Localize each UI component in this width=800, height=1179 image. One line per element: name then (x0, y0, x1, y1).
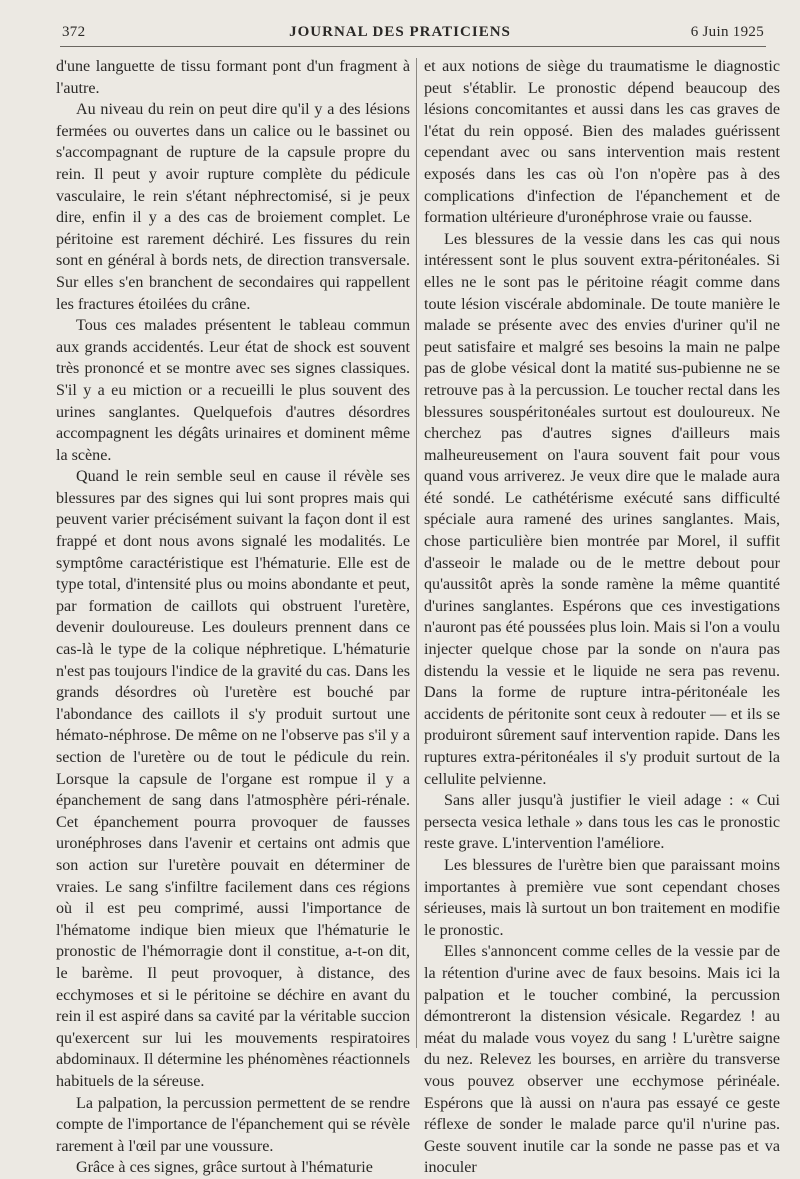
paragraph: Sans aller jusqu'à justifier le vieil adage : « Cui persecta vesica lethale » dans tous les cas le pronostic reste grave. L'intervention l'améliore. (424, 792, 780, 853)
paragraph: Tous ces malades présentent le tableau commun aux grands accidentés. Leur état de shock est souvent très prononcé et se montre avec ses signes classiques. S'il y a eu miction or a recueilli le plus souvent des urines sanglantes. Quelquefois d'autres désordres accompagnent les dégâts urinaires et dominent même la scène. (56, 317, 410, 464)
issue-date: 6 Juin 1925 (690, 24, 764, 40)
paragraph: La palpation, la percussion permettent de se rendre compte de l'importance de l'épanchement qui se révèle rarement à l'œil par une voussure. (56, 1094, 410, 1155)
page-number: 372 (62, 24, 86, 40)
left-column (56, 56, 410, 1177)
paragraph: Les blessures de la vessie dans les cas qui nous intéressent sont le plus souvent extra-péritonéales. Si elles ne le sont pas le péritoine réagit comme dans toute lésion viscérale abdominale. De toute manière le malade se présente avec des envies d'uriner qu'il ne peut satisfaire et malgré ses besoins la main ne palpe pas de globe vésical dont la matité sus-pubienne ne se retrouve pas à la percussion. Le toucher rectal dans les blessures souspéritonéales surtout est douloureux. Ne cherchez pas d'autres signes d'ailleurs mais malheureusement on l'aura souvent fait pour vous quand vous arriverez. Je veux dire que le malade aura été sondé. Le cathétérisme exécuté sans difficulté spéciale aura ramené des urines sanglantes. Mais, chose particulière bien montrée par Morel, il suffit d'asseoir le malade ou de le mettre debout pour qu'aussitôt après la sonde ramène la même quantité d'urines sanglantes. Espérons que ces investigations n'auront pas été poussées plus loin. Mais si l'on a voulu injecter quelque chose par la sonde on n'aura pas distendu la vessie et le liquide ne sera pas revenu. Dans la forme de rupture intra-péritonéale les accidents de péritonite sont ceux à redouter — et ils se produiront sûrement sauf intervention rapide. Dans les ruptures extra-péritonéales il s'y produit surtout de la cellulite pelvienne. (424, 230, 780, 788)
header-rule (60, 46, 766, 47)
paragraph: et aux notions de siège du traumatisme le diagnostic peut s'établir. Le pronostic dépend beaucoup des lésions concomitantes et aussi dans les cas graves de l'état du rein opposé. Bien des malades guérissent cependant avec ou sans intervention mais restent exposés dans les cas où l'on n'opère pas à des complications d'infection de l'épanchement et de formation ultérieure d'uronéphrose vraie ou fausse. (424, 58, 780, 227)
running-header (0, 20, 800, 46)
paragraph: Quand le rein semble seul en cause il révèle ses blessures par des signes qui lui sont propres mais qui peuvent varier précisément suivant la façon dont il est frappé et dont nous avons signalé les modalités. Le symptôme caractéristique est l'hématurie. Elle est de type total, d'intensité plus ou moins abondante et peut, par formation de caillots qui obstruent l'uretère, devenir douloureuse. Les douleurs prennent dans ce cas-là le type de la colique néphretique. L'hématurie n'est pas toujours l'indice de la gravité du cas. Dans les grands désordres où l'uretère est bouché par l'abondance des caillots il s'y produit surtout une hémato-néphrose. De même on ne l'observe pas s'il y a section de l'uretère ou de tout le pédicule du rein. Lorsque la capsule de l'organe est rompue il y a épanchement de sang dans l'atmosphère péri-rénale. Cet épanchement pourra provoquer de fausses uronéphroses dans l'avenir et certains ont admis que son action sur l'uretère pouvait en déterminer de vraies. Le sang s'infiltre facilement dans ces régions où il est peu comprimé, aussi l'importance de l'hématome indique bien mieux que l'hématurie le pronostic de l'hémorragie dont il constitue, a-t-on dit, le barème. Il peut provoquer, à distance, des ecchymoses et si le péritoine se déchire en avant du rein il est aspiré dans sa cavité par la véritable succion qu'exercent sur lui les mouvements respiratoires abdominaux. Il détermine les phénomènes réactionnels habituels de la séreuse. (56, 468, 410, 1090)
paragraph: d'une languette de tissu formant pont d'un fragment à l'autre. (56, 58, 410, 97)
paragraph: Elles s'annoncent comme celles de la vessie par de la rétention d'urine avec de faux besoins. Mais ici la palpation et le toucher combiné, la percussion démontreront la distension vésicale. Regardez ! au méat du malade vous voyez du sang ! L'urètre saigne du nez. Relevez les bourses, en arrière du transverse vous pouvez observer une ecchymose périnéale. Espérons que là aussi on n'aura pas essayé ce geste réflexe de sonder le malade parce qu'il n'urine pas. Geste souvent inutile car la sonde ne passe pas et va inoculer (424, 943, 780, 1177)
paragraph: Les blessures de l'urètre bien que paraissant moins importantes à première vue sont cependant choses sérieuses, mais là surtout un bon traitement en modifie le pronostic. (424, 856, 780, 939)
column-divider (416, 58, 417, 1048)
right-column (424, 56, 780, 1177)
paragraph: Au niveau du rein on peut dire qu'il y a des lésions fermées ou ouvertes dans un calice ou le bassinet ou s'accompagnant de rupture de la capsule propre du rein. Il peut y avoir rupture complète du pédicule vasculaire, le rein s'étant néphrectomisé, si je peux dire, enfin il y a des cas de broiement complet. Le péritoine est rarement déchiré. Les fissures du rein sont en général à bords nets, de direction transversale. Sur elles s'en branchent de secondaires qui rappellent les fractures étoilées du crâne. (56, 101, 410, 313)
journal-title: JOURNAL DES PRATICIENS (289, 24, 511, 40)
paragraph: Grâce à ces signes, grâce surtout à l'hématurie (76, 1159, 373, 1177)
